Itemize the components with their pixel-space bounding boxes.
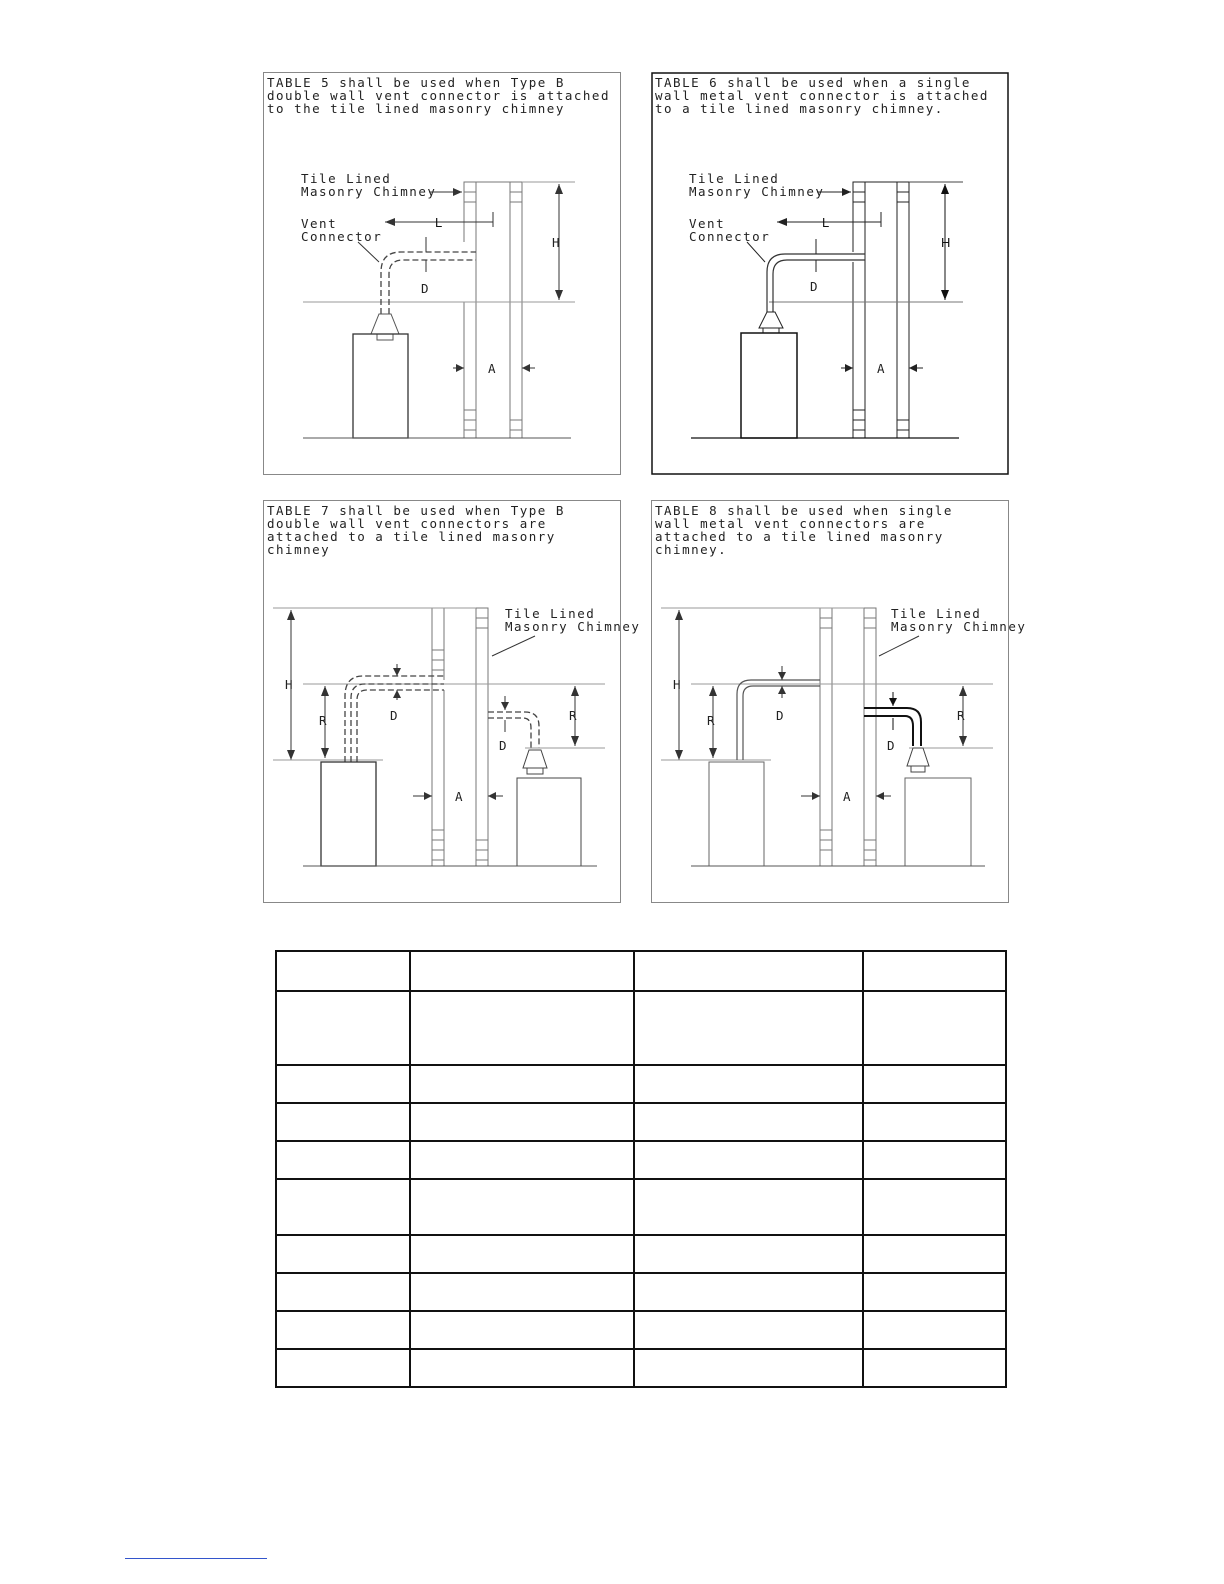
table-cell: [410, 1349, 634, 1387]
table-cell: [410, 991, 634, 1065]
label-chimney-2: Masonry Chimney: [689, 184, 825, 199]
label-connector-1: Vent: [301, 216, 338, 231]
caption-line-2: wall metal vent connectors are: [655, 516, 926, 531]
dim-d2: D: [499, 738, 509, 753]
caption-line-3: to a tile lined masonry chimney.: [655, 101, 944, 116]
label-connector-2: Connector: [301, 229, 383, 244]
caption-line-1: TABLE 6 shall be used when a single: [655, 75, 971, 90]
table-cell: [410, 1065, 634, 1103]
table-cell: [634, 1235, 863, 1273]
dim-d2: D: [887, 738, 897, 753]
caption-line-1: TABLE 7 shall be used when Type B: [267, 503, 565, 518]
caption-line-4: chimney: [267, 542, 331, 557]
dim-h: H: [941, 235, 951, 250]
table-row: [276, 1273, 1006, 1311]
dim-d: D: [776, 708, 786, 723]
table-cell: [276, 1065, 410, 1103]
diagram-table-6: [651, 72, 1009, 475]
table-cell: [410, 1179, 634, 1235]
diagram-table-7: [263, 500, 641, 903]
caption-line-2: wall metal vent connector is attached: [655, 88, 989, 103]
diagram-table-8: [651, 500, 1027, 903]
table-row: [276, 1349, 1006, 1387]
table-cell: [863, 1235, 1006, 1273]
table-cell: [634, 1103, 863, 1141]
footer-link-underline[interactable]: [125, 1558, 267, 1559]
table-row: [276, 1141, 1006, 1179]
dim-d: D: [810, 279, 820, 294]
table-cell: [634, 1349, 863, 1387]
dim-a: A: [488, 361, 498, 376]
dim-r: R: [319, 713, 329, 728]
label-chimney-2: Masonry Chimney: [891, 619, 1027, 634]
table-row: [276, 1103, 1006, 1141]
table-row: [276, 951, 1006, 991]
table-cell: [276, 1273, 410, 1311]
caption-line-3: attached to a tile lined masonry: [655, 529, 944, 544]
dim-l: L: [435, 215, 443, 230]
dim-a: A: [843, 789, 853, 804]
label-chimney-2: Masonry Chimney: [505, 619, 641, 634]
table-row: [276, 991, 1006, 1065]
table-cell: [410, 1103, 634, 1141]
table-row: [276, 1179, 1006, 1235]
table-cell: [410, 1235, 634, 1273]
table-cell: [634, 1179, 863, 1235]
table-cell: [863, 1103, 1006, 1141]
caption-line-2: double wall vent connector is attached: [267, 88, 610, 103]
table-cell: [276, 1141, 410, 1179]
table-cell: [863, 951, 1006, 991]
dim-r: R: [707, 713, 717, 728]
dim-a: A: [455, 789, 465, 804]
dim-h: H: [285, 677, 295, 692]
table-cell: [634, 951, 863, 991]
table-cell: [276, 1311, 410, 1349]
table-cell: [863, 1141, 1006, 1179]
table-cell: [276, 1103, 410, 1141]
table-cell: [634, 1141, 863, 1179]
dim-h: H: [673, 677, 683, 692]
label-connector-1: Vent: [689, 216, 726, 231]
label-chimney-1: Tile Lined: [505, 606, 596, 621]
table-cell: [410, 951, 634, 991]
table-cell: [634, 1311, 863, 1349]
table-cell: [276, 991, 410, 1065]
table-cell: [863, 1065, 1006, 1103]
table-cell: [276, 951, 410, 991]
dim-d: D: [390, 708, 400, 723]
table-cell: [863, 1311, 1006, 1349]
label-connector-2: Connector: [689, 229, 771, 244]
dim-a: A: [877, 361, 887, 376]
table-row: [276, 1235, 1006, 1273]
diagram-table-5: [263, 72, 621, 475]
table-cell: [634, 991, 863, 1065]
caption-line-3: to the tile lined masonry chimney: [267, 101, 565, 116]
table-cell: [634, 1065, 863, 1103]
label-chimney-1: Tile Lined: [689, 171, 780, 186]
table-cell: [276, 1179, 410, 1235]
table-cell: [276, 1235, 410, 1273]
chimney: [432, 608, 488, 866]
table-cell: [634, 1273, 863, 1311]
dim-r2: R: [569, 708, 579, 723]
table-row: [276, 1311, 1006, 1349]
caption-line-3: attached to a tile lined masonry: [267, 529, 556, 544]
dim-r2: R: [957, 708, 967, 723]
label-chimney-1: Tile Lined: [891, 606, 982, 621]
table-cell: [410, 1311, 634, 1349]
label-chimney-1: Tile Lined: [301, 171, 392, 186]
label-chimney-2: Masonry Chimney: [301, 184, 437, 199]
caption-line-1: TABLE 8 shall be used when single: [655, 503, 953, 518]
table-cell: [410, 1273, 634, 1311]
table-cell: [410, 1141, 634, 1179]
table-row: [276, 1065, 1006, 1103]
table-cell: [863, 1273, 1006, 1311]
caption-line-2: double wall vent connectors are: [267, 516, 547, 531]
dim-d: D: [421, 281, 431, 296]
caption-line-4: chimney.: [655, 542, 728, 557]
empty-data-table: [275, 950, 1007, 1388]
caption-line-1: TABLE 5 shall be used when Type B: [267, 75, 565, 90]
vent-connector-right: [488, 712, 539, 748]
table-cell: [863, 1179, 1006, 1235]
table-cell: [863, 1349, 1006, 1387]
table-cell: [863, 991, 1006, 1065]
table-cell: [276, 1349, 410, 1387]
chimney: [820, 608, 876, 866]
dim-l: L: [822, 215, 830, 230]
dim-h: H: [552, 235, 562, 250]
